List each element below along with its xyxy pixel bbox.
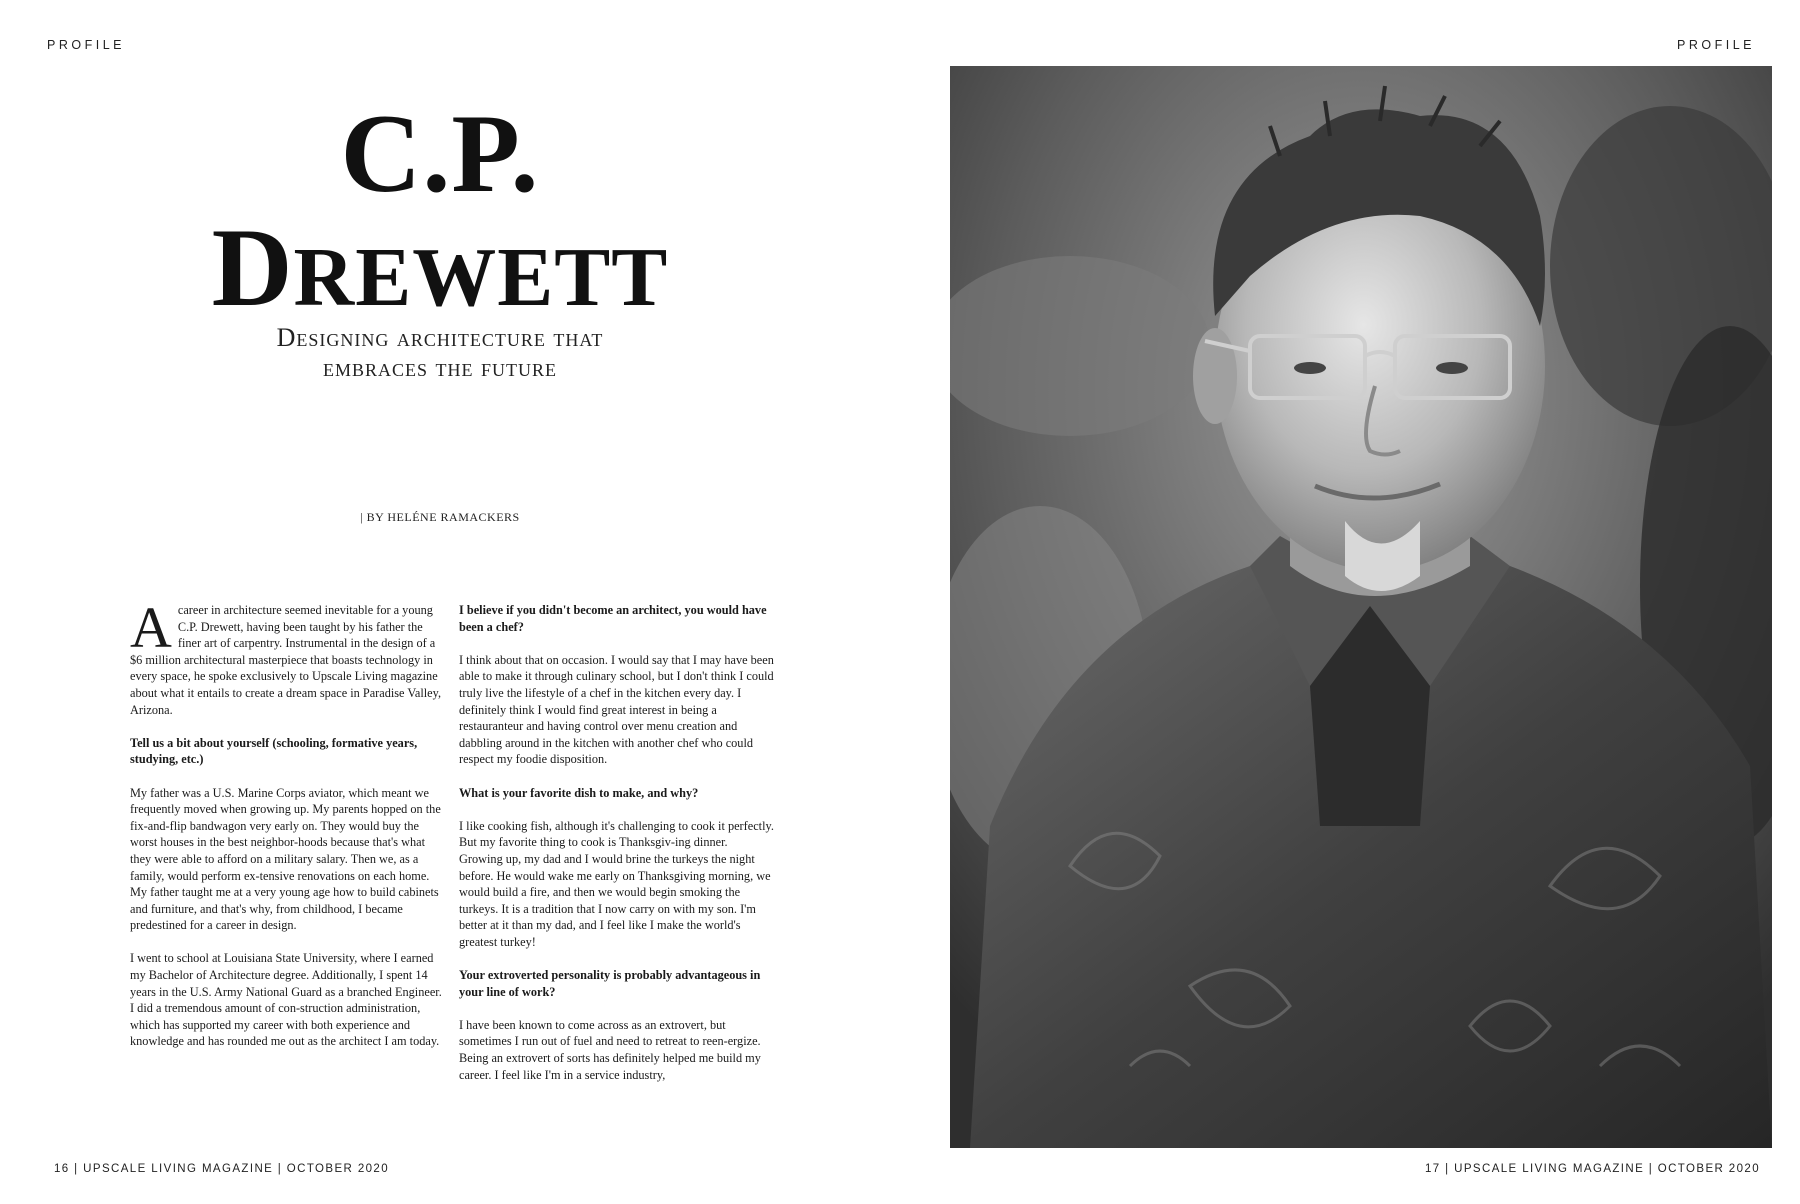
byline: | BY HELÉNE RAMACKERS xyxy=(360,510,520,524)
section-label-left: PROFILE xyxy=(47,38,125,52)
article-subtitle xyxy=(40,323,840,383)
answer-4: I have been known to come across as an extrovert, but sometimes I run out of fuel and need to retreat to reen-ergize. Being an extrovert of sorts has definitely helped me build my career. I feel like I'm in a service industry, xyxy=(459,1017,761,1082)
article-title-line1: C.P. xyxy=(340,92,540,216)
footer-left: 16 | UPSCALE LIVING MAGAZINE | OCTOBER 2020 xyxy=(54,1163,390,1175)
answer-1-paragraph-1: My father was a U.S. Marine Corps aviator, which meant we frequently moved when growing up. My parents hopped on the fix-and-flip bandwagon very early on. They would buy the worst houses in the best neighbor-hoods because that's what they were able to afford on a military salary. Then we, as a family, would perform ex-tensive renovations on each home. My father taught me at a very young age how to build cabinets and furniture, and that's why, from childhood, I became predestined for a career in design. xyxy=(130,785,441,933)
drop-cap: A xyxy=(130,595,172,660)
question-1: Tell us a bit about yourself (schooling, formative years, studying, etc.) xyxy=(130,735,418,767)
subtitle-line1: Designing architecture that xyxy=(276,323,604,352)
answer-1-paragraph-2: I went to school at Louisiana State University, where I earned my Bachelor of Architecture degree. Additionally, I spent 14 years in the U.S. Army National Guard as a branched Engineer. I did a tremendous amount of con-struction administration, which has supported my career with both experience and knowledge and has rounded me out as the architect I am today. xyxy=(130,951,442,1049)
answer-2: I think about that on occasion. I would say that I may have been able to make it through culinary school, but I don't think I could truly live the lifestyle of a chef in the kitchen every day. I definitely think I would find great interest in being a restauranteur and having control over menu creation and dabbling around in the kitchen with another chef who could respect my foodie disposition. xyxy=(459,652,774,767)
portrait-photo xyxy=(950,66,1772,1148)
question-2: I believe if you didn't become an architect, you would have been a chef? xyxy=(459,603,767,634)
question-3: What is your favorite dish to make, and why? xyxy=(459,785,699,800)
article-column-right xyxy=(459,602,774,1100)
subtitle-line2: embraces the future xyxy=(322,353,558,382)
question-4: Your extroverted personality is probably advantageous in your line of work? xyxy=(459,968,761,999)
answer-3: I like cooking fish, although it's challenging to cook it perfectly. But my favorite thing to cook is Thanksgiv-ing dinner. Growing up, my dad and I would brine the turkeys the night before. He would wake me early on Thanksgiving morning, we would build a fire, and then we would begin smoking the turkeys. It is a tradition that I now carry on with my son. I'm better at it than my dad, and I feel like I make the world's greatest turkey! xyxy=(459,818,774,949)
intro-text: career in architecture seemed inevitable for a young C.P. Drewett, having been taught by his father the finer art of carpentry. Instrumental in the design of a $6 million architectural masterpiece that boasts technology in every space, he spoke exclusively to Upscale Living magazine about what it entails to create a dream space in Paradise Valley, Arizona. xyxy=(130,603,442,717)
footer-right: 17 | UPSCALE LIVING MAGAZINE | OCTOBER 2020 xyxy=(1424,1163,1760,1175)
article-column-left xyxy=(130,595,445,1067)
section-label-right: PROFILE xyxy=(1677,38,1755,52)
title-initial: D xyxy=(211,206,294,330)
intro-paragraph xyxy=(130,595,445,718)
title-rest: REWETT xyxy=(293,231,669,324)
